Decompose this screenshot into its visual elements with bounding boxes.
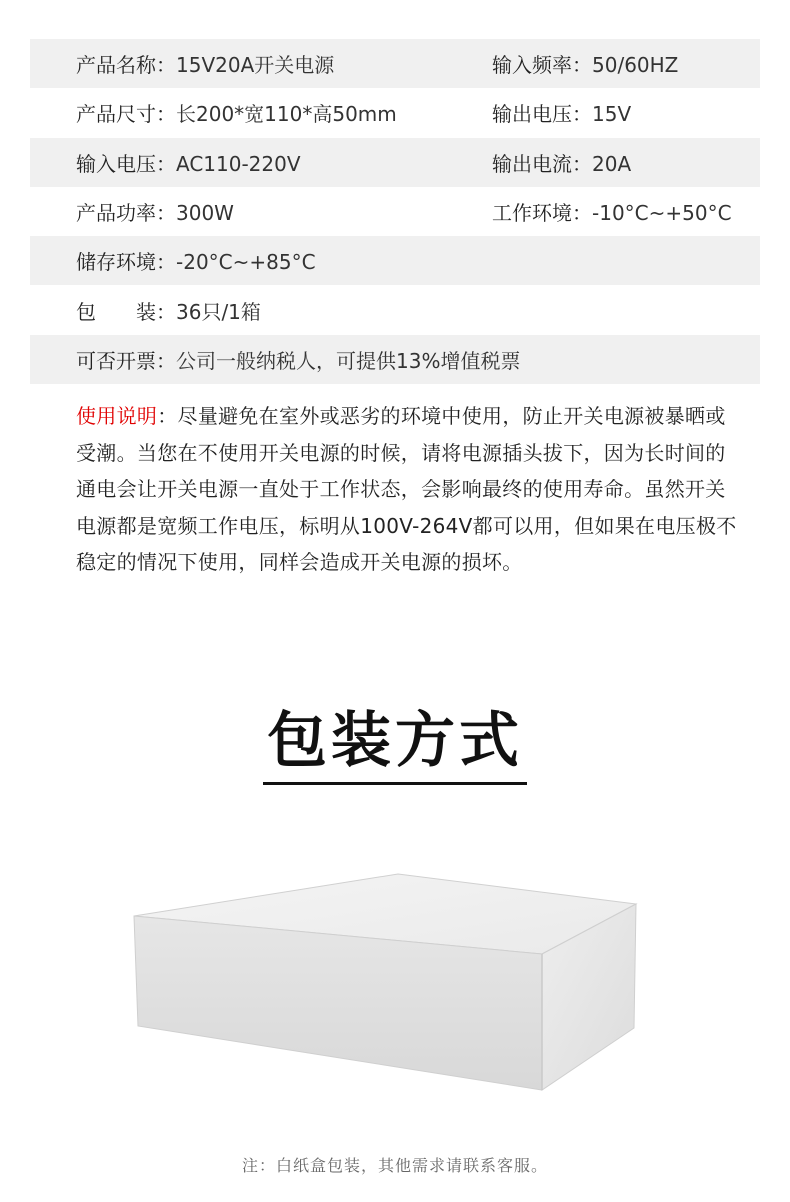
spec-table — [30, 39, 760, 384]
spec-value: -10°C~+50°C — [592, 201, 732, 226]
spec-cell — [492, 49, 678, 78]
spec-value: 15V20A开关电源 — [176, 53, 335, 78]
spec-label: 产品功率： — [76, 201, 176, 226]
spec-row-input-voltage — [30, 138, 760, 187]
spec-label: 储存环境： — [76, 250, 176, 275]
spec-value: 公司一般纳税人，可提供13%增值税票 — [176, 348, 521, 373]
spec-label: 产品名称： — [76, 53, 176, 78]
spec-row-product-name — [30, 39, 760, 88]
spec-label: 输出电流： — [492, 151, 592, 176]
spec-label: 可否开票： — [76, 348, 176, 373]
spec-label: 产品尺寸： — [76, 102, 176, 127]
spec-row-packaging — [30, 285, 760, 334]
spec-cell — [76, 246, 316, 275]
spec-cell — [76, 98, 397, 127]
packaging-note: 注：白纸盒包装，其他需求请联系客服。 — [241, 1156, 548, 1175]
spec-row-power — [30, 187, 760, 236]
spec-cell — [76, 296, 261, 325]
spec-label: 输入频率： — [492, 53, 592, 78]
spec-cell — [492, 98, 631, 127]
spec-label: 输入电压： — [76, 151, 176, 176]
box-illustration — [130, 860, 640, 1100]
spec-cell — [76, 148, 301, 177]
packaging-title: 包装方式 — [263, 706, 527, 785]
spec-value: 300W — [176, 201, 234, 226]
spec-value: 36只/1箱 — [176, 299, 261, 324]
spec-row-storage — [30, 236, 760, 285]
spec-cell — [492, 197, 732, 226]
usage-instructions — [76, 398, 740, 581]
spec-value: AC110-220V — [176, 151, 301, 176]
spec-cell — [76, 197, 234, 226]
spec-row-size — [30, 88, 760, 137]
usage-colon: ： — [157, 404, 178, 428]
spec-value: 长200*宽110*高50mm — [176, 102, 397, 127]
spec-label: 输出电压： — [492, 102, 592, 127]
spec-cell — [76, 345, 520, 374]
spec-cell — [492, 148, 631, 177]
spec-value: -20°C~+85°C — [176, 250, 316, 275]
spec-label: 工作环境： — [492, 201, 592, 226]
usage-text: 尽量避免在室外或恶劣的环境中使用，防止开关电源被暴晒或受潮。当您在不使用开关电源的时候，请将电源插头拔下，因为长时间的通电会让开关电源一直处于工作状态，会影响最终的使用寿命。虽然开关电源都是宽频工作电压，标明从100V-264V都可以用，但如果在电压极不稳定的情况下使用，同样会造成开关电源的损坏。 — [76, 404, 737, 574]
white-box-image — [130, 860, 640, 1100]
spec-value: 15V — [592, 102, 632, 127]
spec-label: 包 装： — [76, 299, 176, 324]
spec-cell — [76, 49, 334, 78]
spec-value: 50/60HZ — [592, 53, 679, 78]
usage-label: 使用说明 — [76, 404, 158, 428]
spec-value: 20A — [592, 151, 632, 176]
spec-row-invoice — [30, 335, 760, 384]
packaging-heading — [0, 706, 790, 785]
